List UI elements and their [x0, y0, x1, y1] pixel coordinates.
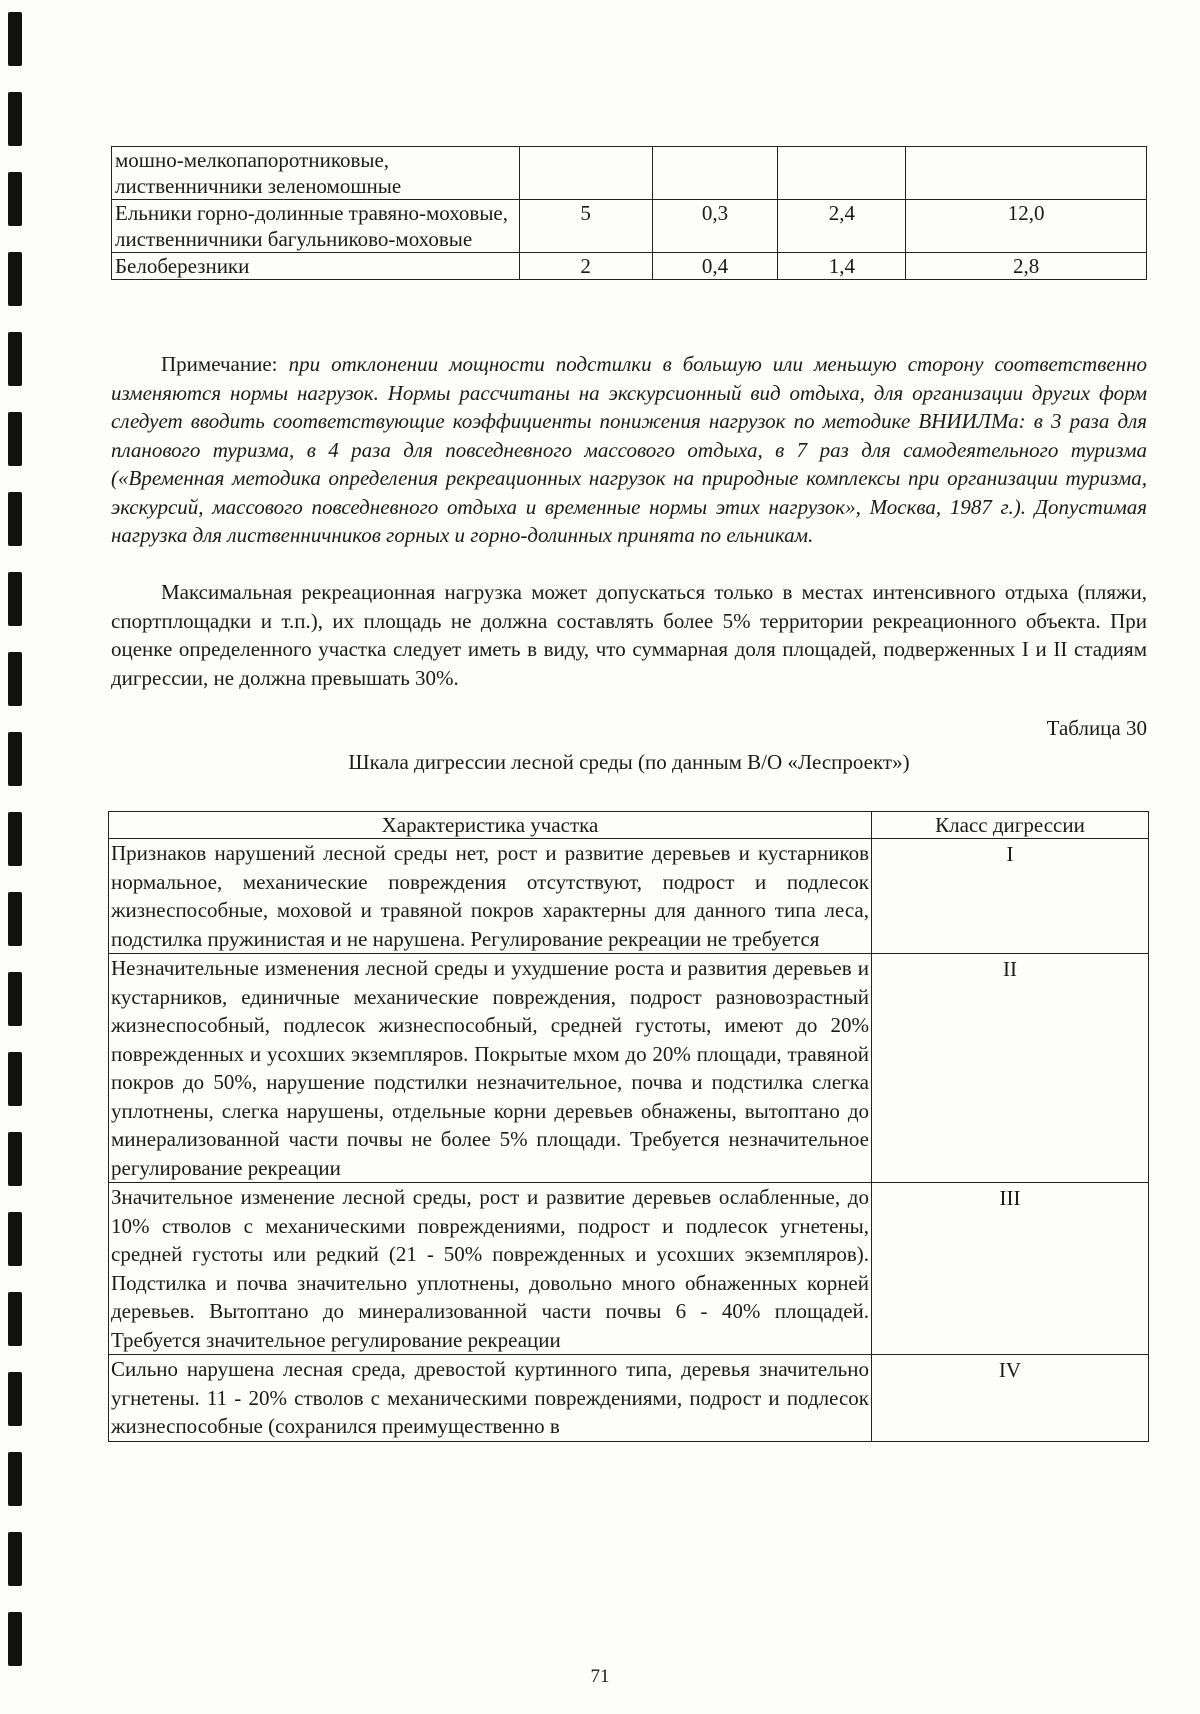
value-cell: 12,0: [906, 200, 1147, 253]
value-cell: 2: [519, 253, 652, 280]
value-cell: 2,8: [906, 253, 1147, 280]
digression-table: [108, 811, 1149, 1442]
class-cell: III: [872, 1183, 1149, 1355]
table-row: [109, 1355, 1149, 1442]
note-paragraph: [111, 350, 1147, 550]
table-row: [109, 839, 1149, 954]
description-cell: Незначительные изменения лесной среды и ухудшение роста и развития деревьев и кустарников, единичные механические повреждения, подрост разновозрастный жизнеспособный, подлесок жизнеспособный, средней густоты, имеют до 20% поврежденных и усохших экземпляров. Покрытые мхом до 20% площади, травяной покров до 50%, нарушение подстилки незначительное, почва и подстилка слегка уплотнены, слегка нарушены, отдельные корни деревьев обнажены, вытоптано до минерализованной части почвы не более 5% площади. Требуется незначительное регулирование рекреации: [109, 954, 872, 1183]
body-paragraph: Максимальная рекреационная нагрузка может допускаться только в местах интенсивного отдыха (пляжи, спортплощадки и т.п.), их площадь не должна составлять более 5% территории рекреационного объекта. При оценке определенного участка следует иметь в виду, что суммарная доля площадей, подверженных I и II стадиям дигрессии, не должна превышать 30%.: [111, 580, 1147, 690]
table-row: [112, 147, 1147, 200]
value-cell: 1,4: [778, 253, 906, 280]
column-header: Класс дигрессии: [872, 812, 1149, 839]
column-header: Характеристика участка: [109, 812, 872, 839]
table-caption: Таблица 30: [1046, 716, 1147, 740]
forest-type-cell: Белоберезники: [112, 253, 520, 280]
description-cell: Признаков нарушений лесной среды нет, рост и развитие деревьев и кустарников нормальное, механические повреждения отсутствуют, подрост и подлесок жизнеспособные, моховой и травяной покров характерны для данного типа леса, подстилка пружинистая и не нарушена. Регулирование рекреации не требуется: [109, 839, 872, 954]
description-cell: Значительное изменение лесной среды, рост и развитие деревьев ослабленные, до 10% стволов с механическими повреждениями, подрост и подлесок угнетены, средней густоты или редкий (21 - 50% поврежденных и усохших экземпляров). Подстилка и почва значительно уплотнены, довольно много обнаженных корней деревьев. Вытоптано до минерализованной части почвы 6 - 40% площадей. Требуется значительное регулирование рекреации: [109, 1183, 872, 1355]
class-cell: IV: [872, 1355, 1149, 1442]
value-cell: 5: [519, 200, 652, 253]
page-number: 71: [590, 1666, 610, 1687]
table-row: [112, 253, 1147, 280]
class-cell: II: [872, 954, 1149, 1183]
binding-holes: [8, 0, 28, 1714]
table-row: [109, 954, 1149, 1183]
value-cell: 2,4: [778, 200, 906, 253]
forest-type-cell: мошно-мелкопапоротниковые, лиственничники зеленомошные: [112, 147, 520, 200]
class-cell: I: [872, 839, 1149, 954]
note-label: Примечание:: [161, 352, 278, 376]
table-row: [109, 1183, 1149, 1355]
value-cell: 0,4: [652, 253, 778, 280]
forest-type-cell: Ельники горно-долинные травяно-моховые, лиственничники багульниково-моховые: [112, 200, 520, 253]
table-row: [112, 200, 1147, 253]
note-text: при отклонении мощности подстилки в большую или меньшую сторону соответственно изменяются нормы нагрузок. Нормы рассчитаны на экскурсионный вид отдыха, для организации других форм следует вводить соответствующие коэффициенты понижения нагрузок по методике ВНИИЛМа: в 3 раза для планового туризма, в 4 раза для повседневного массового отдыха, в 7 раз для самодеятельного туризма («Временная методика определения рекреационных нагрузок на природные комплексы при организации туризма, экскурсий, массового повседневного отдыха и временные нормы этих нагрузок», Москва, 1987 г.). Допустимая нагрузка для лиственничников горных и горно-долинных принята по ельникам.: [111, 352, 1147, 547]
table-title: Шкала дигрессии лесной среды (по данным В/О «Леспроект»): [348, 750, 910, 774]
table-header-row: [109, 812, 1149, 839]
value-cell: 0,3: [652, 200, 778, 253]
description-cell: Сильно нарушена лесная среда, древостой куртинного типа, деревья значительно угнетены. 11 - 20% стволов с механическими повреждениями, подрост и подлесок жизнеспособные (сохранился преимущественно в: [109, 1355, 872, 1442]
norms-table: [111, 146, 1147, 280]
